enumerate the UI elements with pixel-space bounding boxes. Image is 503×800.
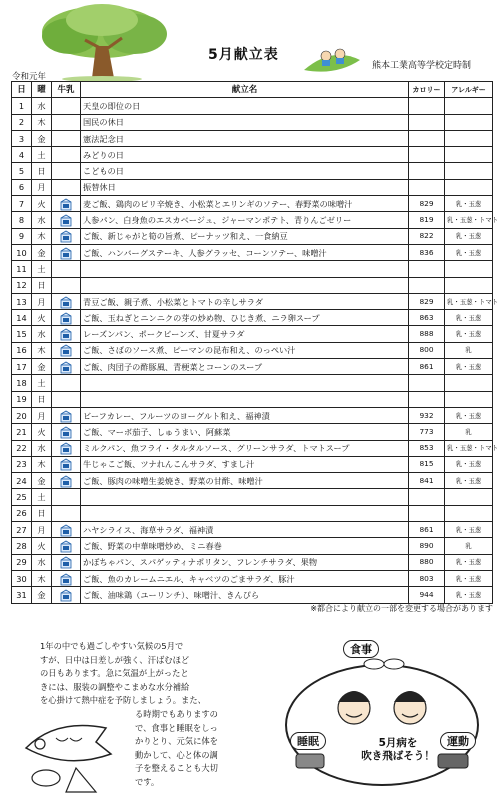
- dow-cell: 水: [32, 554, 52, 570]
- dow-cell: 水: [32, 98, 52, 114]
- allergy-cell: 乳・玉葱・トマト: [445, 440, 493, 456]
- table-row: [12, 522, 493, 538]
- label-exercise: 運動: [440, 732, 476, 750]
- menu-cell: 振替休日: [81, 179, 409, 195]
- table-row: [12, 570, 493, 586]
- allergy-cell: 乳・玉葱: [445, 587, 493, 603]
- message-line: 1年の中でも過ごしやすい気候の5月で: [40, 641, 184, 651]
- calorie-cell: [409, 163, 445, 179]
- allergy-cell: 乳: [445, 538, 493, 554]
- allergy-cell: 乳: [445, 342, 493, 358]
- allergy-cell: [445, 179, 493, 195]
- table-row: [12, 277, 493, 293]
- milk-cell: [52, 505, 81, 521]
- message-line: かりとり、元気に体を: [135, 736, 218, 747]
- allergy-cell: 乳・玉葱: [445, 326, 493, 342]
- menu-cell: 青豆ご飯、親子煮、小松菜とトマトの辛しサラダ: [81, 293, 409, 309]
- table-row: [12, 505, 493, 521]
- dow-cell: 火: [32, 310, 52, 326]
- health-illustration-bubble: [282, 650, 482, 790]
- milk-cell: [52, 407, 81, 423]
- milk-carton-icon: [59, 199, 73, 209]
- dow-cell: 土: [32, 261, 52, 277]
- menu-cell: 国民の休日: [81, 114, 409, 130]
- dow-cell: 月: [32, 179, 52, 195]
- milk-cell: [52, 375, 81, 391]
- label-meal: 食事: [343, 640, 379, 658]
- menu-cell: [81, 505, 409, 521]
- milk-carton-icon: [59, 590, 73, 600]
- menu-cell: 牛じゃこご飯、ツナれんこんサラダ、すまし汁: [81, 456, 409, 472]
- header-milk: 牛乳: [52, 82, 81, 98]
- allergy-cell: 乳・玉葱: [445, 310, 493, 326]
- day-cell: 8: [12, 212, 32, 228]
- table-row: [12, 554, 493, 570]
- dow-cell: 日: [32, 277, 52, 293]
- allergy-cell: 乳・玉葱: [445, 196, 493, 212]
- milk-cell: [52, 424, 81, 440]
- day-cell: 11: [12, 261, 32, 277]
- calorie-cell: 888: [409, 326, 445, 342]
- allergy-cell: 乳・玉葱: [445, 244, 493, 260]
- kids-on-leaf-illustration: [302, 40, 362, 76]
- day-cell: 27: [12, 522, 32, 538]
- allergy-cell: 乳: [445, 424, 493, 440]
- milk-cell: [52, 147, 81, 163]
- menu-cell: ご飯、さばのソース煮、ピーマンの昆布和え、のっぺい汁: [81, 342, 409, 358]
- allergy-cell: [445, 114, 493, 130]
- milk-cell: [52, 130, 81, 146]
- allergy-cell: [445, 163, 493, 179]
- menu-cell: 天皇の即位の日: [81, 98, 409, 114]
- milk-cell: [52, 293, 81, 309]
- dow-cell: 水: [32, 326, 52, 342]
- table-row: [12, 228, 493, 244]
- day-cell: 21: [12, 424, 32, 440]
- allergy-cell: [445, 375, 493, 391]
- day-cell: 3: [12, 130, 32, 146]
- milk-carton-icon: [59, 574, 73, 584]
- dow-cell: 月: [32, 522, 52, 538]
- message-line: る時期でもありますの: [135, 708, 218, 719]
- menu-cell: レーズンパン、ポークビーンズ、甘夏サラダ: [81, 326, 409, 342]
- day-cell: 31: [12, 587, 32, 603]
- day-cell: 10: [12, 244, 32, 260]
- day-cell: 12: [12, 277, 32, 293]
- calorie-cell: [409, 489, 445, 505]
- dow-cell: 土: [32, 489, 52, 505]
- table-row: [12, 326, 493, 342]
- day-cell: 14: [12, 310, 32, 326]
- day-cell: 29: [12, 554, 32, 570]
- menu-cell: ご飯、マーボ茄子、しゅうまい、阿蘇菜: [81, 424, 409, 440]
- milk-cell: [52, 114, 81, 130]
- milk-carton-icon: [59, 215, 73, 225]
- allergy-cell: 乳・玉葱: [445, 359, 493, 375]
- dow-cell: 火: [32, 196, 52, 212]
- day-cell: 2: [12, 114, 32, 130]
- header-day: 日: [12, 82, 32, 98]
- milk-cell: [52, 212, 81, 228]
- menu-cell: 人参パン、白身魚のエスカベージュ、ジャーマンポテト、青りんごゼリー: [81, 212, 409, 228]
- header-dow: 曜: [32, 82, 52, 98]
- calorie-cell: 819: [409, 212, 445, 228]
- menu-cell: [81, 375, 409, 391]
- dow-cell: 金: [32, 244, 52, 260]
- table-row: [12, 538, 493, 554]
- milk-cell: [52, 277, 81, 293]
- dow-cell: 土: [32, 147, 52, 163]
- day-cell: 7: [12, 196, 32, 212]
- milk-cell: [52, 456, 81, 472]
- slogan: [348, 737, 448, 763]
- day-cell: 30: [12, 570, 32, 586]
- allergy-cell: 乳・玉葱・トマト: [445, 212, 493, 228]
- milk-cell: [52, 489, 81, 505]
- day-cell: 17: [12, 359, 32, 375]
- milk-cell: [52, 473, 81, 489]
- page-title: 5月献立表: [208, 47, 279, 63]
- table-row: [12, 114, 493, 130]
- allergy-cell: [445, 261, 493, 277]
- koinobori-carp-illustration: [16, 708, 116, 794]
- menu-cell: ビーフカレー、フルーツのヨーグルト和え、福神漬: [81, 407, 409, 423]
- dow-cell: 月: [32, 407, 52, 423]
- milk-cell: [52, 98, 81, 114]
- milk-cell: [52, 228, 81, 244]
- calorie-cell: 944: [409, 587, 445, 603]
- allergy-cell: 乳・玉葱: [445, 570, 493, 586]
- allergy-cell: [445, 277, 493, 293]
- milk-carton-icon: [59, 231, 73, 241]
- milk-carton-icon: [59, 443, 73, 453]
- menu-cell: ご飯、ハンバーグステーキ、人参グラッセ、コーンソテー、味噌汁: [81, 244, 409, 260]
- menu-table: [11, 81, 499, 604]
- day-cell: 26: [12, 505, 32, 521]
- calorie-cell: 932: [409, 407, 445, 423]
- dow-cell: 木: [32, 114, 52, 130]
- table-row: [12, 310, 493, 326]
- allergy-cell: [445, 391, 493, 407]
- milk-cell: [52, 554, 81, 570]
- header-menu: 献立名: [81, 82, 409, 98]
- calorie-cell: 890: [409, 538, 445, 554]
- day-cell: 5: [12, 163, 32, 179]
- menu-cell: ご飯、野菜の中華味噌炒め、ミニ春巻: [81, 538, 409, 554]
- day-cell: 4: [12, 147, 32, 163]
- message-line: 動かして、心と体の調: [135, 749, 218, 760]
- day-cell: 19: [12, 391, 32, 407]
- day-cell: 16: [12, 342, 32, 358]
- day-cell: 15: [12, 326, 32, 342]
- milk-cell: [52, 342, 81, 358]
- slogan-line-2: 吹き飛ばそう！: [361, 750, 435, 762]
- calorie-cell: 773: [409, 424, 445, 440]
- menu-cell: ご飯、玉ねぎとニンニクの芽の炒め物、ひじき煮、ニラ卵スープ: [81, 310, 409, 326]
- calorie-cell: 853: [409, 440, 445, 456]
- calorie-cell: 829: [409, 196, 445, 212]
- milk-carton-icon: [59, 345, 73, 355]
- menu-cell: ご飯、魚のカレームニエル、キャベツのごまサラダ、豚汁: [81, 570, 409, 586]
- allergy-cell: [445, 98, 493, 114]
- slogan-line-1: 5月病を: [378, 737, 418, 749]
- message-line: きには、服装の調整やこまめな水分補給: [40, 681, 190, 692]
- menu-cell: ハヤシライス、海草サラダ、福神漬: [81, 522, 409, 538]
- calorie-cell: [409, 114, 445, 130]
- day-cell: 18: [12, 375, 32, 391]
- menu-cell: [81, 261, 409, 277]
- message-line: を心掛けて熱中症を予防しましょう。また、: [40, 695, 206, 706]
- milk-cell: [52, 163, 81, 179]
- menu-cell: ミルクパン、魚フライ・タルタルソース、グリーンサラダ、トマトスープ: [81, 440, 409, 456]
- milk-cell: [52, 244, 81, 260]
- allergy-cell: [445, 130, 493, 146]
- menu-cell: かぼちゃパン、スパゲッティナポリタン、フレンチサラダ、果物: [81, 554, 409, 570]
- allergy-cell: [445, 147, 493, 163]
- allergy-cell: 乳・玉葱: [445, 407, 493, 423]
- calorie-cell: 836: [409, 244, 445, 260]
- table-row: [12, 342, 493, 358]
- day-cell: 22: [12, 440, 32, 456]
- day-cell: 9: [12, 228, 32, 244]
- table-row: [12, 163, 493, 179]
- menu-cell: [81, 391, 409, 407]
- milk-cell: [52, 261, 81, 277]
- menu-cell: [81, 277, 409, 293]
- milk-cell: [52, 179, 81, 195]
- calorie-cell: 822: [409, 228, 445, 244]
- message-line: すが、日中は日差しが強く、汗ばむほど: [40, 654, 190, 665]
- era-label: 令和元年: [12, 72, 47, 82]
- calorie-cell: 841: [409, 473, 445, 489]
- milk-carton-icon: [59, 525, 73, 535]
- calorie-cell: 880: [409, 554, 445, 570]
- dow-cell: 月: [32, 293, 52, 309]
- header-allergy: アレルギー: [445, 82, 493, 98]
- milk-carton-icon: [59, 557, 73, 567]
- table-row: [12, 130, 493, 146]
- day-cell: 1: [12, 98, 32, 114]
- table-row: [12, 98, 493, 114]
- milk-cell: [52, 196, 81, 212]
- header-calories: カロリー: [409, 82, 445, 98]
- message-line: で、食事と睡眠をしっ: [135, 722, 218, 733]
- day-cell: 28: [12, 538, 32, 554]
- table-row: [12, 244, 493, 260]
- milk-cell: [52, 391, 81, 407]
- milk-cell: [52, 310, 81, 326]
- table-row: [12, 407, 493, 423]
- calorie-cell: [409, 375, 445, 391]
- table-row: [12, 359, 493, 375]
- milk-carton-icon: [59, 329, 73, 339]
- milk-cell: [52, 587, 81, 603]
- milk-carton-icon: [59, 297, 73, 307]
- menu-cell: ご飯、肉団子の酢豚風、青梗菜とコーンのスープ: [81, 359, 409, 375]
- label-sleep: 睡眠: [290, 732, 326, 750]
- dow-cell: 日: [32, 505, 52, 521]
- milk-carton-icon: [59, 476, 73, 486]
- calorie-cell: [409, 261, 445, 277]
- milk-cell: [52, 359, 81, 375]
- dow-cell: 火: [32, 538, 52, 554]
- calorie-cell: [409, 179, 445, 195]
- menu-cell: [81, 489, 409, 505]
- table-row: [12, 424, 493, 440]
- table-row: [12, 587, 493, 603]
- dow-cell: 木: [32, 570, 52, 586]
- dow-cell: 金: [32, 587, 52, 603]
- calorie-cell: 861: [409, 359, 445, 375]
- calorie-cell: 829: [409, 293, 445, 309]
- table-row: [12, 196, 493, 212]
- change-notice: ※都合により献立の一部を変更する場合があります: [310, 604, 493, 613]
- milk-cell: [52, 440, 81, 456]
- day-cell: 20: [12, 407, 32, 423]
- dow-cell: 水: [32, 440, 52, 456]
- allergy-cell: 乳・玉葱: [445, 456, 493, 472]
- day-cell: 23: [12, 456, 32, 472]
- allergy-cell: 乳・玉葱: [445, 228, 493, 244]
- menu-cell: 麦ご飯、鶏肉のピリ辛焼き、小松菜とエリンギのソテー、春野菜の味噌汁: [81, 196, 409, 212]
- menu-cell: こどもの日: [81, 163, 409, 179]
- calorie-cell: 803: [409, 570, 445, 586]
- allergy-cell: 乳・玉葱: [445, 554, 493, 570]
- allergy-cell: [445, 489, 493, 505]
- calorie-cell: [409, 130, 445, 146]
- day-cell: 13: [12, 293, 32, 309]
- calorie-cell: [409, 98, 445, 114]
- table-row: [12, 391, 493, 407]
- table-row: [12, 179, 493, 195]
- table-row: [12, 489, 493, 505]
- table-header-row: [12, 82, 493, 98]
- menu-cell: ご飯、豚肉の味噌生姜焼き、野菜の甘酢、味噌汁: [81, 473, 409, 489]
- milk-cell: [52, 538, 81, 554]
- day-cell: 6: [12, 179, 32, 195]
- message-line: です。: [135, 776, 160, 787]
- milk-carton-icon: [59, 411, 73, 421]
- day-cell: 25: [12, 489, 32, 505]
- allergy-cell: 乳・玉葱: [445, 473, 493, 489]
- menu-table-body: [12, 98, 499, 603]
- dow-cell: 金: [32, 130, 52, 146]
- dow-cell: 金: [32, 359, 52, 375]
- dow-cell: 金: [32, 473, 52, 489]
- menu-cell: 憲法記念日: [81, 130, 409, 146]
- calorie-cell: 863: [409, 310, 445, 326]
- menu-cell: ご飯、新じゃがと筍の旨煮、ピーナッツ和え、一食納豆: [81, 228, 409, 244]
- table-row: [12, 456, 493, 472]
- table-row: [12, 375, 493, 391]
- table-row: [12, 440, 493, 456]
- allergy-cell: 乳・玉葱・トマト: [445, 293, 493, 309]
- message-line: 子を整えることも大切: [135, 763, 218, 774]
- milk-cell: [52, 326, 81, 342]
- milk-carton-icon: [59, 541, 73, 551]
- milk-carton-icon: [59, 362, 73, 372]
- milk-carton-icon: [59, 248, 73, 258]
- milk-cell: [52, 522, 81, 538]
- calorie-cell: [409, 391, 445, 407]
- dow-cell: 火: [32, 424, 52, 440]
- dow-cell: 水: [32, 212, 52, 228]
- table-row: [12, 147, 493, 163]
- day-cell: 24: [12, 473, 32, 489]
- milk-carton-icon: [59, 313, 73, 323]
- allergy-cell: [445, 505, 493, 521]
- dow-cell: 木: [32, 228, 52, 244]
- calorie-cell: 861: [409, 522, 445, 538]
- message-line: の日もあります。急に気温が上がったと: [40, 668, 189, 679]
- calorie-cell: 800: [409, 342, 445, 358]
- calorie-cell: 815: [409, 456, 445, 472]
- menu-cell: みどりの日: [81, 147, 409, 163]
- milk-carton-icon: [59, 427, 73, 437]
- table-row: [12, 212, 493, 228]
- table-row: [12, 261, 493, 277]
- menu-cell: ご飯、油味鶏（ユーリンチ）、味噌汁、きんぴら: [81, 587, 409, 603]
- dow-cell: 木: [32, 456, 52, 472]
- dow-cell: 日: [32, 163, 52, 179]
- calorie-cell: [409, 277, 445, 293]
- allergy-cell: 乳・玉葱: [445, 522, 493, 538]
- table-row: [12, 293, 493, 309]
- milk-carton-icon: [59, 459, 73, 469]
- tree-illustration: [30, 2, 180, 82]
- dow-cell: 土: [32, 375, 52, 391]
- milk-cell: [52, 570, 81, 586]
- calorie-cell: [409, 505, 445, 521]
- table-row: [12, 473, 493, 489]
- dow-cell: 木: [32, 342, 52, 358]
- dow-cell: 日: [32, 391, 52, 407]
- school-name: 熊本工業高等学校定時制: [372, 61, 472, 71]
- calorie-cell: [409, 147, 445, 163]
